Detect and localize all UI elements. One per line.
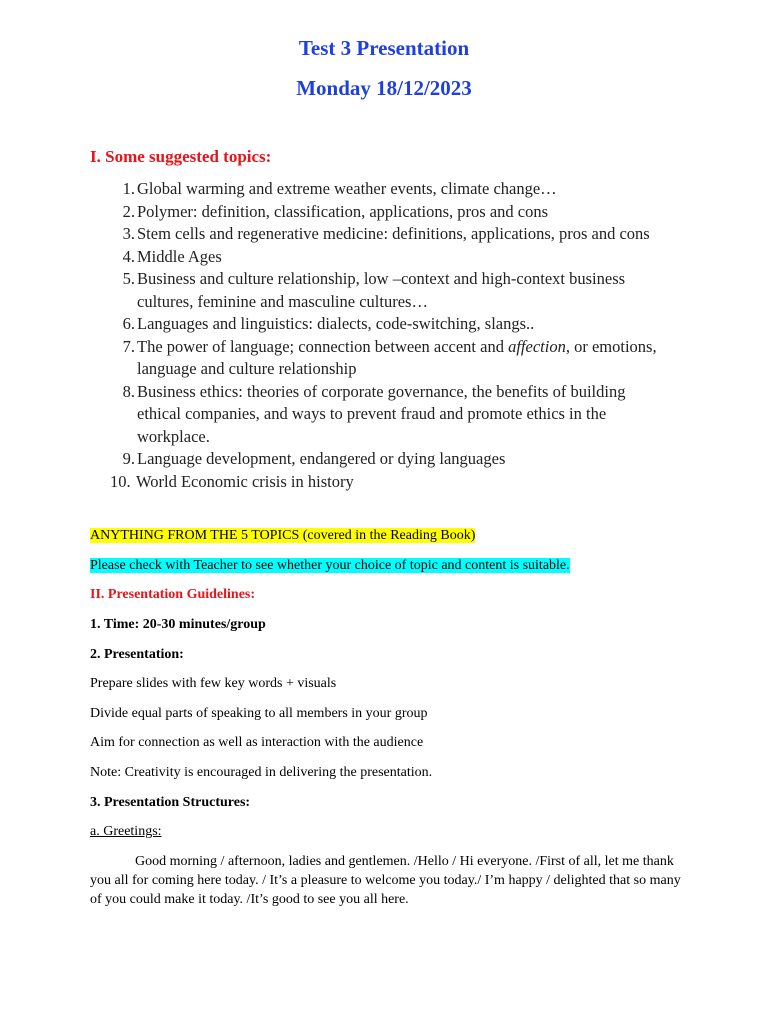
list-item-text: Language development, endangered or dying languages bbox=[137, 449, 506, 468]
list-item bbox=[90, 246, 660, 269]
list-item-text: Languages and linguistics: dialects, code-switching, slangs.. bbox=[137, 314, 535, 333]
list-item-text: World Economic crisis in history bbox=[136, 471, 354, 491]
highlighted-text: ANYTHING FROM THE 5 TOPICS (covered in the Reading Book) bbox=[90, 528, 476, 543]
list-item-number: 7. bbox=[122, 336, 135, 356]
presentation-point: Aim for connection as well as interaction with the audience bbox=[90, 735, 424, 750]
list-item-text: Stem cells and regenerative medicine: definitions, applications, pros and cons bbox=[137, 224, 650, 243]
presentation-point: Divide equal parts of speaking to all members in your group bbox=[90, 706, 428, 721]
list-item-number: 4. bbox=[122, 246, 135, 266]
list-item-text-part: , or emotions, language and culture relationship bbox=[137, 336, 657, 378]
list-item-number: 1. bbox=[122, 179, 135, 198]
topic-list bbox=[90, 178, 660, 493]
presentation-point: Note: Creativity is encouraged in delivering the presentation. bbox=[90, 765, 433, 780]
presentation-heading: 2. Presentation: bbox=[90, 647, 184, 662]
document-date: Monday 18/12/2023 bbox=[296, 76, 472, 100]
list-item-text: Global warming and extreme weather events, climate change… bbox=[137, 179, 557, 198]
list-item-text: Business ethics: theories of corporate governance, the benefits of building ethical companies, and ways to prevent fraud and promote ethics in the workplace. bbox=[137, 381, 626, 446]
presentation-point: Prepare slides with few key words + visuals bbox=[90, 676, 337, 691]
list-item bbox=[90, 268, 660, 313]
list-item-text: Polymer: definition, classification, applications, pros and cons bbox=[137, 201, 549, 221]
greetings-label: a. Greetings: bbox=[90, 824, 162, 839]
list-item-number: 3. bbox=[122, 224, 135, 243]
list-item-number: 2. bbox=[122, 201, 135, 221]
list-item-number: 9. bbox=[122, 449, 135, 468]
list-item-text bbox=[136, 336, 660, 381]
list-item-number: 6. bbox=[122, 314, 135, 333]
list-item-text: Business and culture relationship, low –context and high-context business cultures, feminine and masculine cultures… bbox=[137, 269, 626, 311]
list-item bbox=[90, 448, 660, 471]
list-item bbox=[90, 313, 660, 336]
structures-heading: 3. Presentation Structures: bbox=[90, 795, 251, 810]
highlight-cyan-note bbox=[90, 557, 570, 575]
section-1-heading: I. Some suggested topics: bbox=[90, 147, 272, 166]
list-item-number: 10. bbox=[110, 471, 131, 491]
list-item bbox=[90, 223, 660, 246]
list-item bbox=[90, 178, 660, 201]
section-2-heading: II. Presentation Guidelines: bbox=[90, 587, 256, 602]
list-item bbox=[90, 201, 660, 224]
document-title: Test 3 Presentation bbox=[298, 36, 470, 60]
list-item bbox=[90, 336, 660, 381]
list-item bbox=[90, 471, 660, 494]
highlight-yellow-note bbox=[90, 527, 475, 545]
greetings-paragraph: Good morning / afternoon, ladies and gentlemen. /Hello / Hi everyone. /First of all, let me thank you all for coming here today. / It’s a pleasure to welcome you today./ I’m happy / delighted that so many of you could make it today. /It’s good to see you all here. bbox=[90, 854, 681, 907]
list-item-number: 5. bbox=[122, 269, 135, 288]
time-heading: 1. Time: 20-30 minutes/group bbox=[90, 617, 266, 632]
italic-word: affection bbox=[508, 336, 566, 356]
list-item bbox=[90, 381, 660, 449]
list-item-number: 8. bbox=[122, 381, 135, 401]
highlighted-text: Please check with Teacher to see whether your choice of topic and content is suitable. bbox=[90, 558, 570, 573]
list-item-text: Middle Ages bbox=[137, 246, 222, 266]
list-item-text-part: The power of language; connection between accent and bbox=[137, 336, 509, 356]
